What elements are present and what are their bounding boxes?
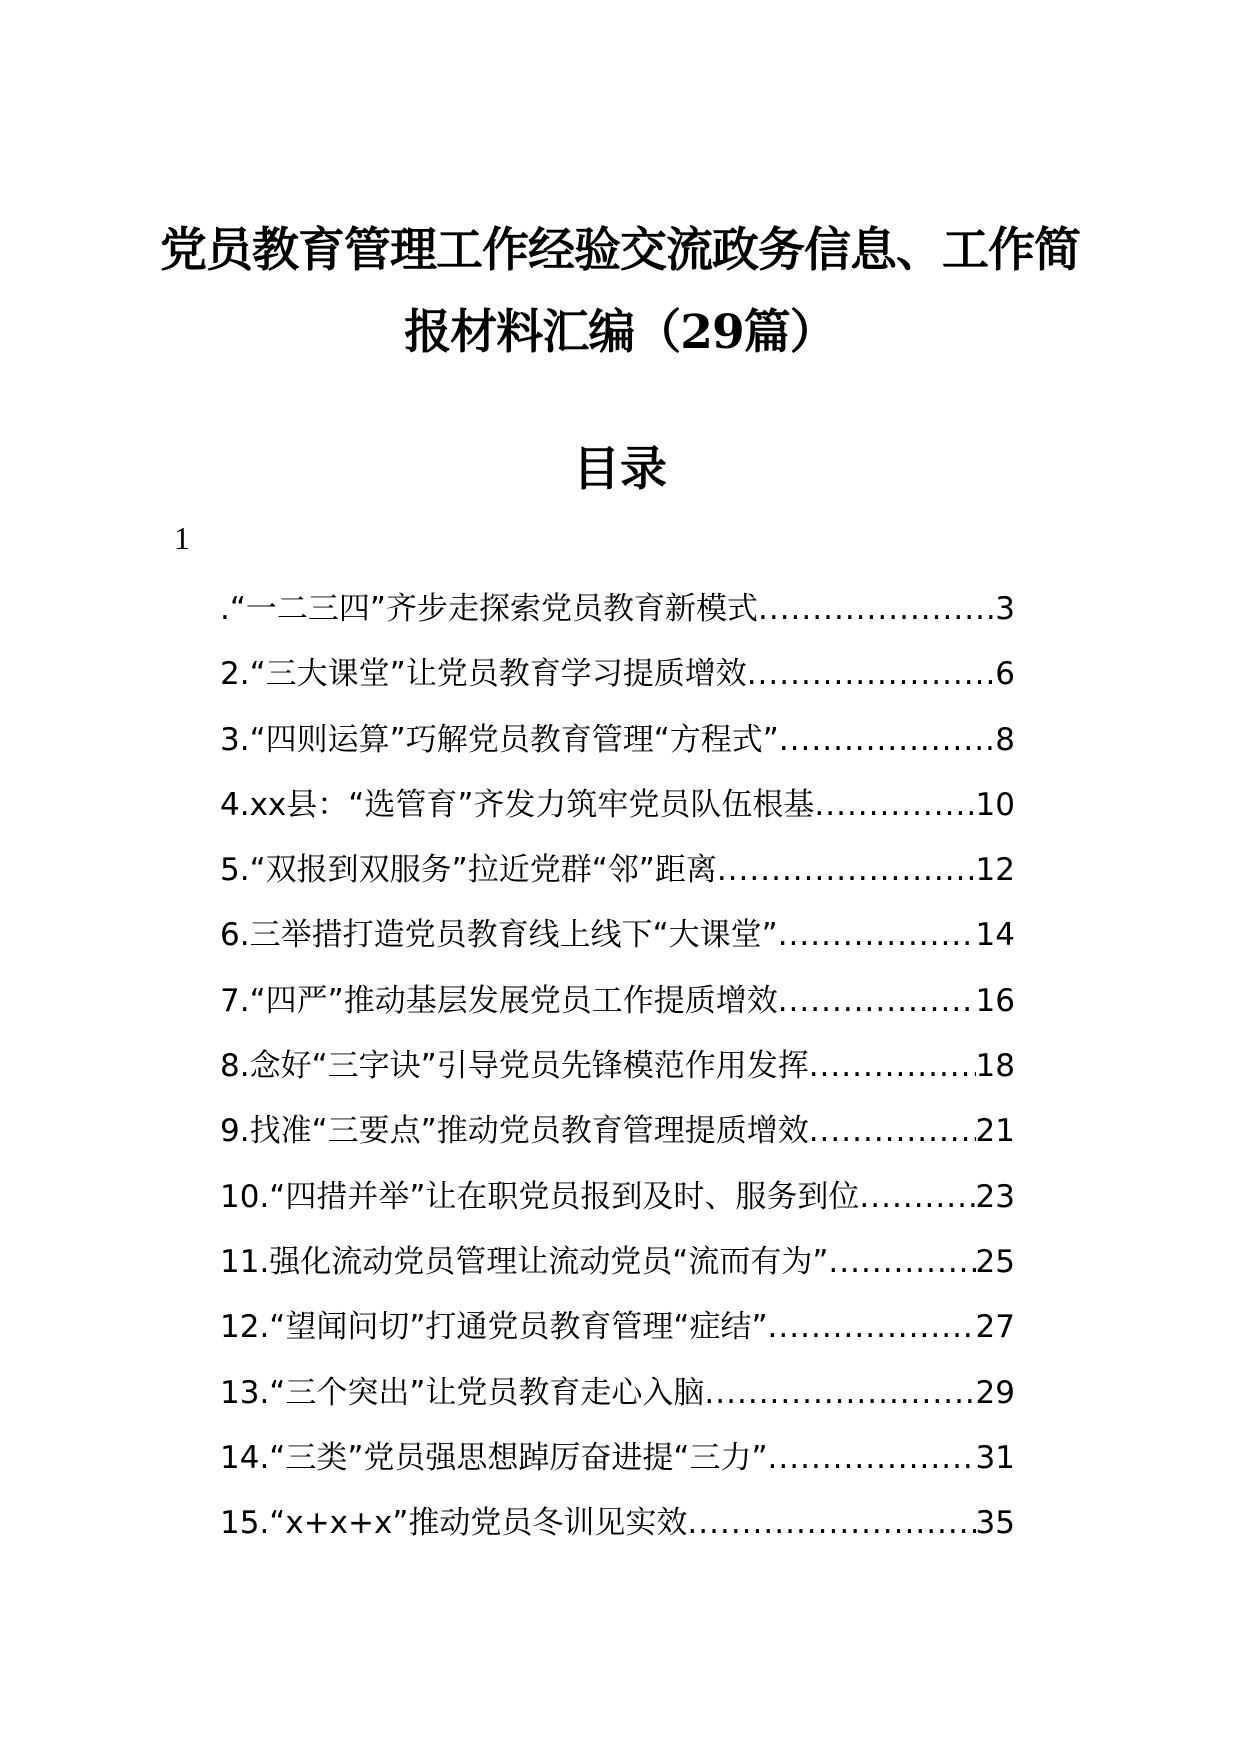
toc-entry-title: 7.“四严”推动基层发展党员工作提质增效: [220, 982, 778, 1019]
toc-entry[interactable]: [220, 1099, 1015, 1164]
toc-entry[interactable]: [220, 773, 1015, 838]
page-marker: 1: [174, 520, 190, 556]
toc-entry-title: 15.“x+x+x”推动党员冬训见实效: [220, 1505, 688, 1542]
toc-entry[interactable]: [220, 969, 1015, 1034]
toc-entry-page: 18: [975, 1048, 1015, 1085]
document-title: [140, 210, 1100, 374]
toc-leader-dots: [814, 773, 975, 838]
toc-leader-dots: [778, 969, 976, 1034]
toc-entry[interactable]: [220, 1034, 1015, 1099]
toc-leader-dots: [828, 1230, 975, 1295]
toc-entry-title: 4.xx县：“选管育”齐发力筑牢党员队伍根基: [220, 786, 815, 823]
toc-entry-title: 12.“望闻问切”打通党员教育管理“症结”: [220, 1309, 768, 1346]
toc-leader-dots: [758, 577, 995, 642]
toc-leader-dots: [717, 838, 976, 903]
toc-entry-page: 8: [995, 721, 1015, 758]
table-of-contents: [220, 577, 1015, 1556]
toc-entry[interactable]: [220, 1295, 1015, 1360]
document-title-line-2: 报材料汇编（29篇）: [404, 305, 836, 360]
toc-entry[interactable]: [220, 1361, 1015, 1426]
toc-leader-dots: [809, 1034, 976, 1099]
toc-entry-page: 25: [975, 1243, 1015, 1280]
toc-heading: 目录: [573, 442, 667, 497]
toc-entry-page: 16: [975, 982, 1015, 1019]
toc-entry-title: 8.念好“三字诀”引导党员先锋模范作用发挥: [220, 1048, 809, 1085]
toc-entry-page: 29: [975, 1374, 1015, 1411]
toc-entry-page: 21: [975, 1113, 1015, 1150]
toc-leader-dots: [747, 642, 996, 707]
toc-leader-dots: [778, 903, 976, 968]
toc-entry[interactable]: [220, 1230, 1015, 1295]
toc-leader-dots: [687, 1491, 975, 1556]
toc-entry[interactable]: [220, 838, 1015, 903]
toc-entry-title: 6.三举措打造党员教育线上线下“大课堂”: [220, 917, 778, 954]
toc-entry-title: 3.“四则运算”巧解党员教育管理“方程式”: [220, 721, 779, 758]
toc-leader-dots: [859, 1165, 975, 1230]
document-title-line-1: 党员教育管理工作经验交流政务信息、工作简: [160, 223, 1080, 278]
toc-leader-dots: [809, 1099, 976, 1164]
toc-entry-title: 2.“三大课堂”让党员教育学习提质增效: [220, 656, 747, 693]
toc-entry-title: 5.“双报到双服务”拉近党群“邻”距离: [220, 852, 717, 889]
toc-leader-dots: [704, 1361, 975, 1426]
toc-entry-page: 35: [975, 1505, 1015, 1542]
toc-entry-title: 14.“三类”党员强思想踔厉奋进提“三力”: [220, 1439, 768, 1476]
toc-leader-dots: [768, 1295, 976, 1360]
toc-entry-title: .“一二三四”齐步走探索党员教育新模式: [220, 591, 758, 627]
toc-entry[interactable]: [220, 1165, 1015, 1230]
toc-entry[interactable]: [220, 642, 1015, 707]
toc-entry-page: 14: [975, 917, 1015, 954]
toc-entry-title: 13.“三个突出”让党员教育走心入脑: [220, 1374, 705, 1411]
toc-entry-title: 9.找准“三要点”推动党员教育管理提质增效: [220, 1113, 809, 1150]
toc-entry-page: 23: [975, 1178, 1015, 1215]
toc-entry[interactable]: [220, 577, 1015, 642]
toc-entry[interactable]: [220, 1426, 1015, 1491]
toc-entry-title: 11.强化流动党员管理让流动党员“流而有为”: [220, 1243, 829, 1280]
toc-entry-page: 12: [975, 852, 1015, 889]
toc-entry[interactable]: [220, 708, 1015, 773]
toc-entry[interactable]: [220, 1491, 1015, 1556]
toc-leader-dots: [768, 1426, 976, 1491]
toc-entry-page: 3: [995, 591, 1015, 627]
toc-entry-title: 10.“四措并举”让在职党员报到及时、服务到位: [220, 1178, 860, 1215]
toc-leader-dots: [779, 708, 995, 773]
toc-entry-page: 31: [975, 1439, 1015, 1476]
toc-entry-page: 6: [995, 656, 1015, 693]
toc-entry-page: 10: [975, 786, 1015, 823]
toc-entry-page: 27: [975, 1309, 1015, 1346]
toc-entry[interactable]: [220, 903, 1015, 968]
